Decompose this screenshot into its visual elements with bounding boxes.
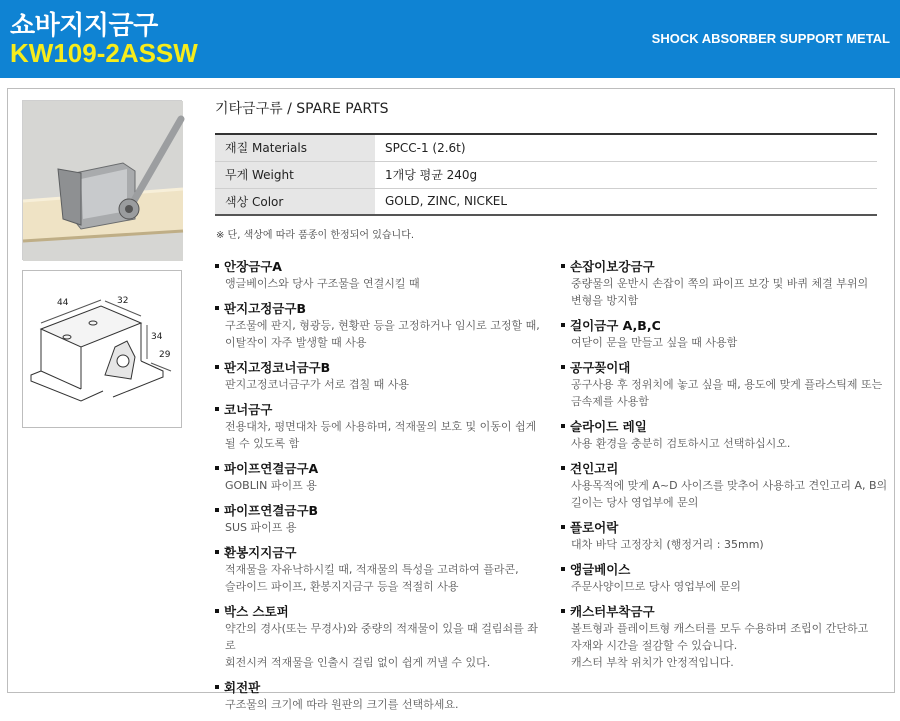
bullet-icon [561, 264, 565, 268]
spec-row [215, 188, 877, 215]
spec-key: 색상 Color [215, 188, 375, 215]
list-item [561, 519, 891, 553]
list-item [215, 679, 545, 713]
dimension-label-a: 44 [57, 298, 69, 308]
item-title: 플로어락 [570, 520, 619, 535]
bullet-icon [561, 365, 565, 369]
bullet-icon [215, 365, 219, 369]
bullet-icon [561, 567, 565, 571]
item-desc: 사용 환경을 충분히 검토하시고 선택하십시오. [571, 437, 791, 450]
item-title: 앵글베이스 [570, 562, 631, 577]
item-desc: GOBLIN 파이프 용 [225, 479, 317, 492]
list-item [561, 258, 891, 309]
item-desc: 사용목적에 맞게 A~D 사이즈를 맞추어 사용하고 견인고리 A, B의 [571, 479, 888, 492]
item-desc: 전용대차, 평면대차 등에 사용하며, 적재물의 보호 및 이동이 쉽게 [225, 420, 537, 433]
item-title: 회전판 [224, 680, 261, 695]
spec-value: SPCC-1 (2.6t) [375, 134, 877, 161]
parts-list-right [561, 258, 891, 679]
item-desc: 공구사용 후 정위치에 놓고 싶을 때, 용도에 맞게 플라스틱제 또는 [571, 378, 883, 391]
item-desc: 볼트형과 플레이트형 캐스터를 모두 수용하며 조립이 간단하고 [571, 622, 869, 635]
color-note: ※ 단, 색상에 따라 품종이 한정되어 있습니다. [216, 230, 415, 241]
bullet-icon [215, 466, 219, 470]
item-title: 캐스터부착금구 [570, 604, 655, 619]
item-desc: 될 수 있도록 함 [225, 437, 300, 450]
item-desc: 판지고정코너금구가 서로 겹칠 때 사용 [225, 378, 410, 391]
list-item [561, 317, 891, 351]
bullet-icon [561, 323, 565, 327]
list-item [215, 502, 545, 536]
product-title-korean: 쇼바지지금구 [10, 11, 158, 41]
item-title: 판지고정코너금구B [224, 360, 331, 375]
item-title: 안장금구A [224, 259, 282, 274]
list-item [215, 460, 545, 494]
spec-row [215, 161, 877, 188]
item-desc: 회전시켜 적재물을 인출시 걸림 없이 쉽게 꺼낼 수 있다. [225, 656, 491, 669]
spec-table [215, 133, 877, 216]
bullet-icon [561, 525, 565, 529]
dimension-drawing [22, 270, 182, 428]
item-desc: 금속제를 사용함 [571, 395, 649, 408]
bullet-icon [215, 685, 219, 689]
bullet-icon [561, 424, 565, 428]
item-desc: 앵글베이스와 당사 구조물을 연결시킬 때 [225, 277, 420, 290]
item-desc: 슬라이드 파이프, 환봉지지금구 등을 적절히 사용 [225, 580, 459, 593]
item-desc: 변형을 방지함 [571, 294, 639, 307]
spec-value: GOLD, ZINC, NICKEL [375, 188, 877, 215]
item-desc: SUS 파이프 용 [225, 521, 297, 534]
bullet-icon [215, 264, 219, 268]
list-item [215, 544, 545, 595]
dimension-label-d: 29 [159, 350, 171, 360]
list-item [561, 561, 891, 595]
item-desc: 자재와 시간을 절감할 수 있습니다. [571, 639, 738, 652]
item-desc: 여닫이 문을 만들고 싶을 때 사용함 [571, 336, 738, 349]
bullet-icon [215, 306, 219, 310]
list-item [215, 258, 545, 292]
bullet-icon [215, 407, 219, 411]
item-title: 걸이금구 A,B,C [570, 318, 661, 333]
list-item [215, 401, 545, 452]
item-title: 파이프연결금구B [224, 503, 319, 518]
product-photo [22, 100, 182, 260]
item-title: 코너금구 [224, 402, 273, 417]
list-item [561, 460, 891, 511]
parts-list-left [215, 258, 545, 721]
spec-key: 무게 Weight [215, 161, 375, 188]
list-item [561, 603, 891, 671]
spec-row [215, 134, 877, 161]
item-desc: 주문사양이므로 당사 영업부에 문의 [571, 580, 741, 593]
item-title: 박스 스토퍼 [224, 604, 289, 619]
list-item [215, 300, 545, 351]
item-title: 공구꽂이대 [570, 360, 631, 375]
item-desc: 중량물의 운반시 손잡이 쪽의 파이프 보강 및 바퀴 체결 부위의 [571, 277, 869, 290]
item-desc: 길이는 당사 영업부에 문의 [571, 496, 699, 509]
item-title: 판지고정금구B [224, 301, 306, 316]
list-item [561, 418, 891, 452]
item-desc: 대차 바닥 고정장치 (행정거리 : 35mm) [571, 538, 764, 551]
bullet-icon [215, 609, 219, 613]
item-title: 파이프연결금구A [224, 461, 319, 476]
bullet-icon [215, 550, 219, 554]
list-item [561, 359, 891, 410]
section-title: 기타금구류 / SPARE PARTS [215, 101, 389, 117]
spec-value: 1개당 평균 240g [375, 161, 877, 188]
product-title-english: SHOCK ABSORBER SUPPORT METAL [651, 31, 890, 46]
bullet-icon [561, 609, 565, 613]
product-code: KW109-2ASSW [10, 38, 198, 68]
item-title: 손잡이보강금구 [570, 259, 655, 274]
dimension-label-b: 32 [117, 296, 129, 306]
item-desc: 약간의 경사(또는 무경사)와 중량의 적재물이 있을 때 걸림쇠를 좌로 [225, 622, 538, 652]
bullet-icon [561, 466, 565, 470]
item-desc: 구조물에 판지, 형광등, 현황판 등을 고정하거나 임시로 고정할 때, [225, 319, 540, 332]
item-desc: 이탈작이 자주 발생할 때 사용 [225, 336, 367, 349]
item-title: 환봉지지금구 [224, 545, 297, 560]
list-item [215, 359, 545, 393]
dimension-label-c: 34 [151, 332, 163, 342]
item-desc: 구조물의 크기에 따라 원판의 크기를 선택하세요. [225, 698, 459, 711]
item-title: 슬라이드 레일 [570, 419, 647, 434]
list-item [215, 603, 545, 671]
bullet-icon [215, 508, 219, 512]
item-desc: 캐스터 부착 위치가 안정적입니다. [571, 656, 734, 669]
item-title: 견인고리 [570, 461, 619, 476]
item-desc: 적재물을 자유낙하시킬 때, 적재물의 특성을 고려하여 플라콘, [225, 563, 519, 576]
spec-key: 재질 Materials [215, 134, 375, 161]
header-banner [0, 0, 900, 78]
